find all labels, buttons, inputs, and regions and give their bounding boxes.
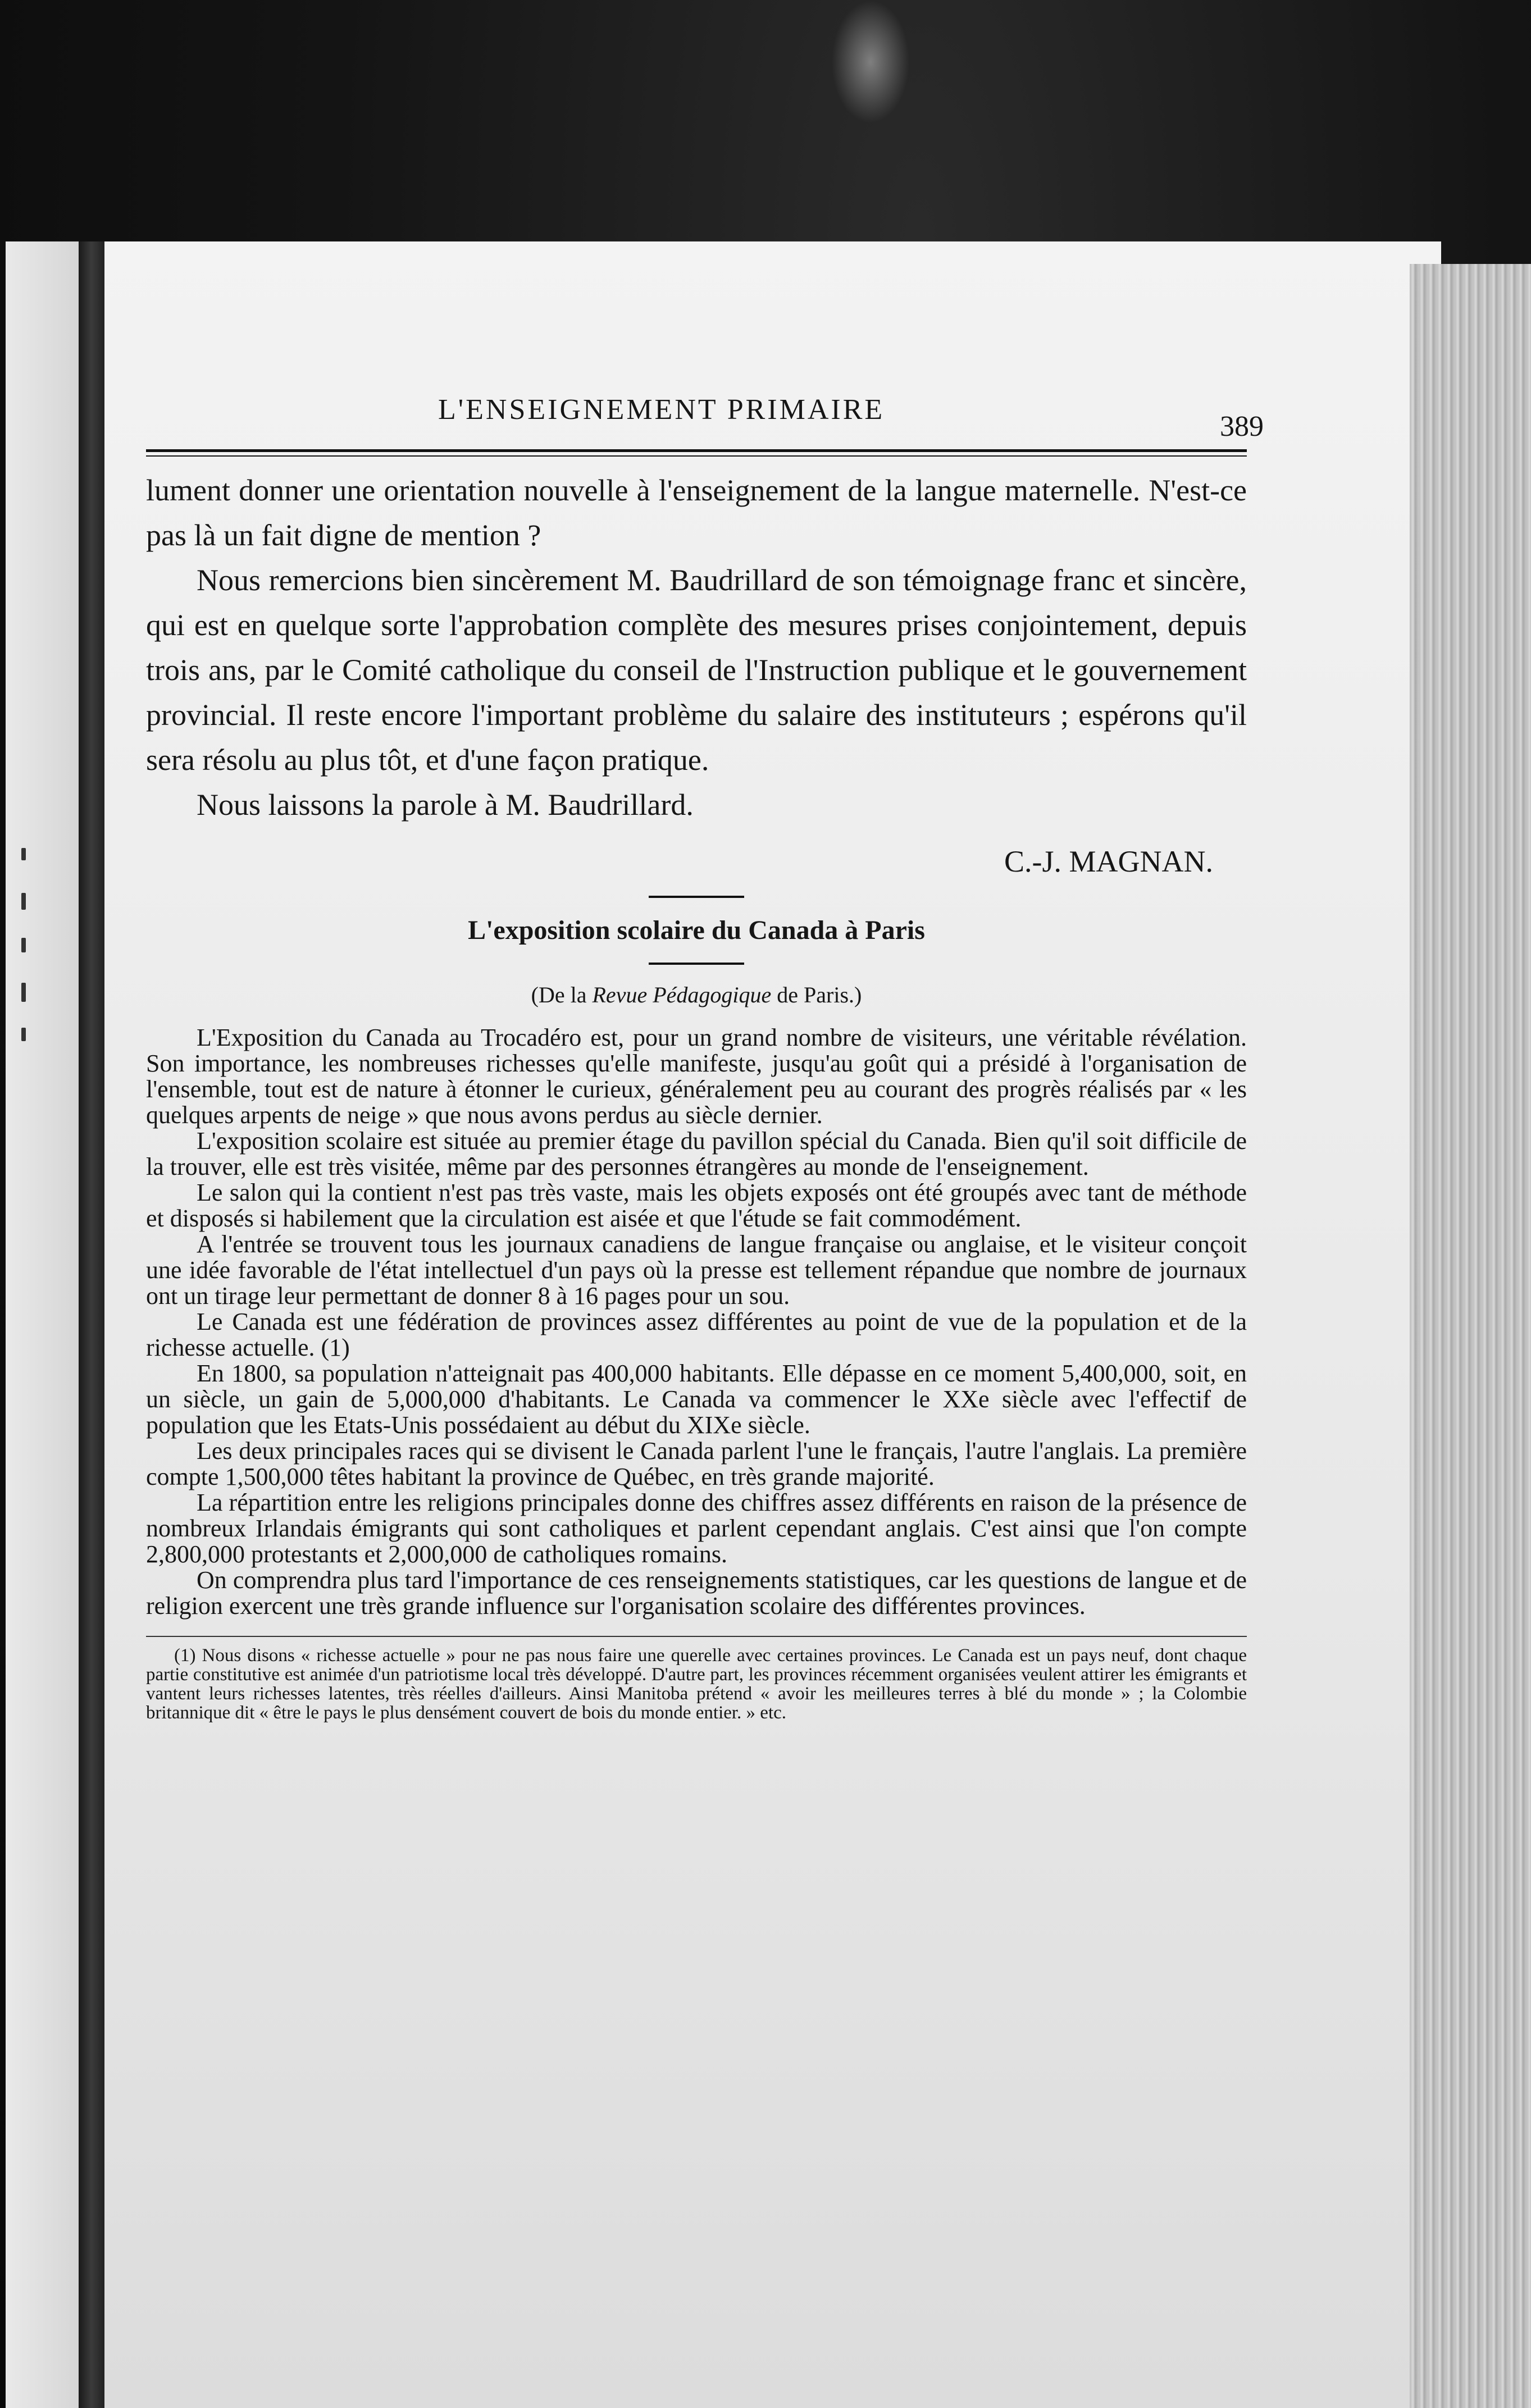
footnote: (1) Nous disons « richesse actuelle » pour ne pas nous faire une querelle avec certaines provinces. Le Canada est un pays neuf, dont chaque partie constitutive est animée d'un patriotisme local très développé. D'autre part, les provinces récemment organisées veulent attirer les émigrants et vantent leurs richesses latentes, très réelles d'ailleurs. Ainsi Manitoba prétend « avoir les meilleures terres à blé du monde » ; la Colombie britannique dit « être le pays le plus densément couvert de bois du monde entier. » etc. <box>146 1645 1247 1723</box>
paragraph: A l'entrée se trouvent tous les journaux canadiens de langue française ou anglaise, et le visiteur conçoit une idée favorable de l'état intellectuel d'un pays où la presse est tellement répandue que nombre de journaux ont un tirage leur permettant de donner 8 à 16 pages pour un sou. <box>146 1230 1247 1310</box>
paragraph: L'Exposition du Canada au Trocadéro est, pour un grand nombre de visiteurs, une véritable révélation. Son importance, les nombreuses richesses qu'elle manifeste, jusqu'au goût qui a présidé à l'organisation de l'ensemble, tout est de nature à étonner le curieux, généralement peu au courant des progrès réalisés par « les quelques arpents de neige » que nous avons perdus au siècle dernier. <box>146 1024 1247 1129</box>
paragraph: En 1800, sa population n'atteignait pas 400,000 habitants. Elle dépasse en ce moment 5,400,000, soit, en un siècle, un gain de 5,000,000 d'habitants. Le Canada va commencer le XXe siècle avec l'effectif de population que les Etats-Unis possédaient au début du XIXe siècle. <box>146 1360 1247 1439</box>
page-content <box>146 382 1264 1723</box>
margin-mark <box>21 848 26 860</box>
paragraph: L'exposition scolaire est située au premier étage du pavillon spécial du Canada. Bien qu'il soit difficile de la trouver, elle est très visitée, même par des personnes étrangères au monde de l'enseignement. <box>146 1127 1247 1180</box>
page-header <box>146 382 1264 449</box>
source-journal: Revue Pédagogique <box>592 982 772 1007</box>
margin-mark <box>21 983 26 1002</box>
margin-mark <box>21 893 26 910</box>
section-divider <box>649 896 744 898</box>
margin-mark <box>21 938 26 952</box>
running-title: L'ENSEIGNEMENT PRIMAIRE <box>438 394 885 426</box>
intro-text <box>146 468 1247 827</box>
signature: C.-J. MAGNAN. <box>1004 845 1213 878</box>
paragraph: Nous remercions bien sincèrement M. Baudrillard de son témoignage franc et sincère, qui est en quelque sorte l'approbation complète des mesures prises conjointement, depuis trois ans, par le Comité catholique du conseil de l'Instruction publique et le gouvernement provincial. Il reste encore l'important problème du salaire des instituteurs ; espérons qu'il sera résolu au plus tôt, et d'une façon pratique. <box>146 563 1247 777</box>
book-binding <box>79 241 104 2408</box>
paragraph: Le salon qui la contient n'est pas très vaste, mais les objets exposés ont été groupés avec tant de méthode et disposés si habilement que la circulation est aisée et que l'étude se fait commodément. <box>146 1179 1247 1232</box>
article-title: L'exposition scolaire du Canada à Paris <box>468 915 925 945</box>
page-stack-edges <box>1410 264 1531 2408</box>
paragraph: Les deux principales races qui se divisent le Canada parlent l'une le français, l'autre l'anglais. La première compte 1,500,000 têtes habitant la province de Québec, en très grande majorité. <box>146 1437 1247 1490</box>
source-suffix: de Paris.) <box>771 982 862 1007</box>
article-body <box>146 1025 1247 1619</box>
paragraph: Nous laissons la parole à M. Baudrillard. <box>197 788 694 822</box>
light-glare <box>831 0 910 124</box>
source-prefix: (De la <box>531 982 593 1007</box>
margin-mark <box>21 1028 26 1041</box>
paragraph: Le Canada est une fédération de provinces assez différentes au point de vue de la population et de la richesse actuelle. (1) <box>146 1308 1247 1361</box>
paragraph: La répartition entre les religions principales donne des chiffres assez différents en raison de la présence de nombreux Irlandais émigrants qui sont catholiques et parlent cependant anglais. C'est ainsi que l'on compte 2,800,000 protestants et 2,000,000 de catholiques romains. <box>146 1489 1247 1568</box>
paragraph: On comprendra plus tard l'importance de ces renseignements statistiques, car les questions de langue et de religion exercent une très grande influence sur l'organisation scolaire des différentes provinces. <box>146 1566 1247 1620</box>
section-divider <box>649 963 744 965</box>
article-source <box>146 982 1247 1008</box>
paragraph: lument donner une orientation nouvelle à l'enseignement de la langue maternelle. N'est-ce pas là un fait digne de mention ? <box>146 473 1247 552</box>
header-rule <box>146 449 1247 457</box>
footnote-rule <box>146 1636 1247 1637</box>
page-number: 389 <box>1220 411 1264 443</box>
facing-page-edge <box>6 241 79 2408</box>
